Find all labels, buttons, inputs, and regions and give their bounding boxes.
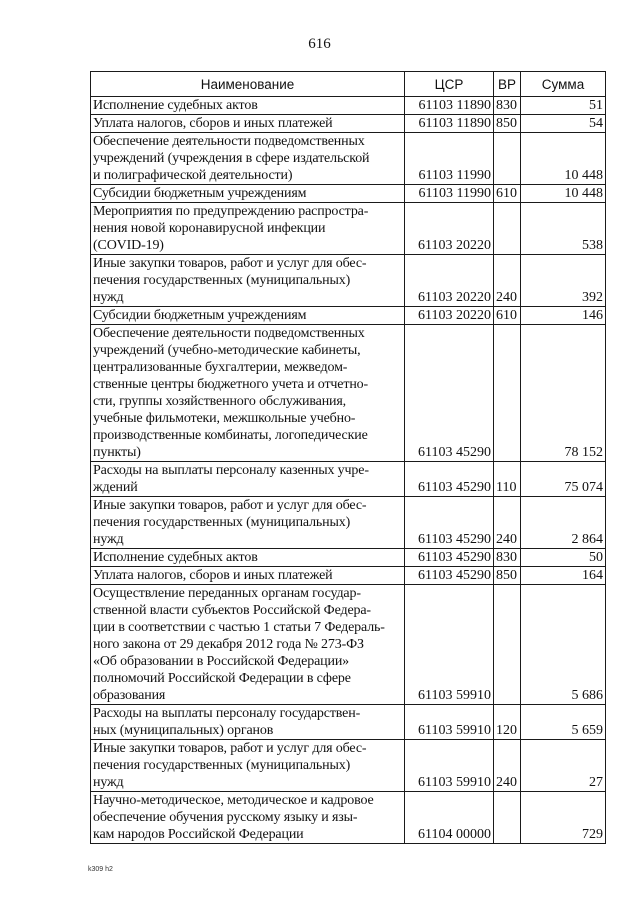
row-csr: 61103 45290 [405, 325, 494, 462]
row-csr: 61103 59910 [405, 585, 494, 705]
row-name: Расходы на выплаты персоналу казенных учре- ждений [91, 462, 405, 497]
row-csr: 61103 11890 [405, 97, 494, 115]
table-row [91, 255, 606, 307]
row-sum: 27 [521, 740, 606, 792]
row-name: Иные закупки товаров, работ и услуг для обес- печения государственных (муниципальных) нужд [91, 497, 405, 549]
table-row [91, 185, 606, 203]
row-csr: 61104 00000 [405, 792, 494, 844]
row-name: Исполнение судебных актов [91, 97, 405, 115]
row-name: Исполнение судебных актов [91, 549, 405, 567]
table-row [91, 203, 606, 255]
row-name: Расходы на выплаты персоналу государствен- ных (муниципальных) органов [91, 705, 405, 740]
row-name: Обеспечение деятельности подведомственных учреждений (учреждения в сфере издательской и полиграфической деятельности) [91, 133, 405, 185]
table-row [91, 585, 606, 705]
table-row [91, 307, 606, 325]
row-sum: 10 448 [521, 133, 606, 185]
row-sum: 51 [521, 97, 606, 115]
row-name: Субсидии бюджетным учреждениям [91, 185, 405, 203]
header-sum: Сумма [521, 72, 606, 97]
row-vr: 240 [494, 740, 521, 792]
table-row [91, 497, 606, 549]
row-sum: 10 448 [521, 185, 606, 203]
table-row [91, 705, 606, 740]
row-csr: 61103 11890 [405, 115, 494, 133]
row-vr: 830 [494, 549, 521, 567]
row-name: Мероприятия по предупреждению распростра- нения новой коронавирусной инфекции (COVID-19) [91, 203, 405, 255]
page-number: 616 [308, 36, 331, 52]
table-row [91, 567, 606, 585]
row-vr: 240 [494, 497, 521, 549]
row-csr: 61103 45290 [405, 549, 494, 567]
row-sum: 78 152 [521, 325, 606, 462]
row-name: Иные закупки товаров, работ и услуг для обес- печения государственных (муниципальных) нужд [91, 740, 405, 792]
row-csr: 61103 45290 [405, 497, 494, 549]
row-vr: 850 [494, 567, 521, 585]
row-csr: 61103 11990 [405, 185, 494, 203]
table-row [91, 97, 606, 115]
row-csr: 61103 45290 [405, 462, 494, 497]
row-vr [494, 792, 521, 844]
row-name: Уплата налогов, сборов и иных платежей [91, 115, 405, 133]
row-csr: 61103 20220 [405, 255, 494, 307]
row-sum: 5 686 [521, 585, 606, 705]
header-csr: ЦСР [405, 72, 494, 97]
row-sum: 5 659 [521, 705, 606, 740]
row-csr: 61103 20220 [405, 307, 494, 325]
row-vr: 110 [494, 462, 521, 497]
row-sum: 54 [521, 115, 606, 133]
budget-table [90, 71, 606, 844]
row-vr [494, 325, 521, 462]
header-vr: ВР [494, 72, 521, 97]
row-name: Научно-методическое, методическое и кадровое обеспечение обучения русскому языку и язы- кам народов Российской Федерации [91, 792, 405, 844]
row-sum: 146 [521, 307, 606, 325]
table-row [91, 133, 606, 185]
table-row [91, 325, 606, 462]
row-sum: 2 864 [521, 497, 606, 549]
row-csr: 61103 45290 [405, 567, 494, 585]
row-vr: 240 [494, 255, 521, 307]
table-row [91, 740, 606, 792]
row-name: Иные закупки товаров, работ и услуг для обес- печения государственных (муниципальных) нужд [91, 255, 405, 307]
row-sum: 50 [521, 549, 606, 567]
row-csr: 61103 59910 [405, 705, 494, 740]
row-vr: 830 [494, 97, 521, 115]
header-name: Наименование [91, 72, 405, 97]
row-sum: 392 [521, 255, 606, 307]
table-row [91, 549, 606, 567]
row-sum: 538 [521, 203, 606, 255]
row-name: Осуществление переданных органам государ- ственной власти субъектов Российской Федера- ции в соответствии с частью 1 статьи 7 Федераль- ного закона от 29 декабря 2012 года № 273-ФЗ «Об образовании в Российской Федерации» полномочий Российской Федерации в сфере образования [91, 585, 405, 705]
row-vr: 120 [494, 705, 521, 740]
row-csr: 61103 59910 [405, 740, 494, 792]
row-vr: 850 [494, 115, 521, 133]
row-vr [494, 585, 521, 705]
row-csr: 61103 20220 [405, 203, 494, 255]
row-name: Уплата налогов, сборов и иных платежей [91, 567, 405, 585]
row-vr: 610 [494, 307, 521, 325]
table-row [91, 115, 606, 133]
table-header-row [91, 72, 606, 97]
row-name: Обеспечение деятельности подведомственных учреждений (учебно-методические кабинеты, централизованные бухгалтерии, межведом- ственные центры бюджетного учета и отчетно- сти, группы хозяйственного обслуживания, учебные фильмотеки, межшкольные учебно- производственные комбинаты, логопедические пункты) [91, 325, 405, 462]
row-sum: 164 [521, 567, 606, 585]
row-vr: 610 [494, 185, 521, 203]
table-row [91, 462, 606, 497]
row-vr [494, 203, 521, 255]
row-vr [494, 133, 521, 185]
footer-code: k309 h2 [88, 866, 113, 873]
row-sum: 729 [521, 792, 606, 844]
table-row [91, 792, 606, 844]
row-csr: 61103 11990 [405, 133, 494, 185]
row-sum: 75 074 [521, 462, 606, 497]
row-name: Субсидии бюджетным учреждениям [91, 307, 405, 325]
